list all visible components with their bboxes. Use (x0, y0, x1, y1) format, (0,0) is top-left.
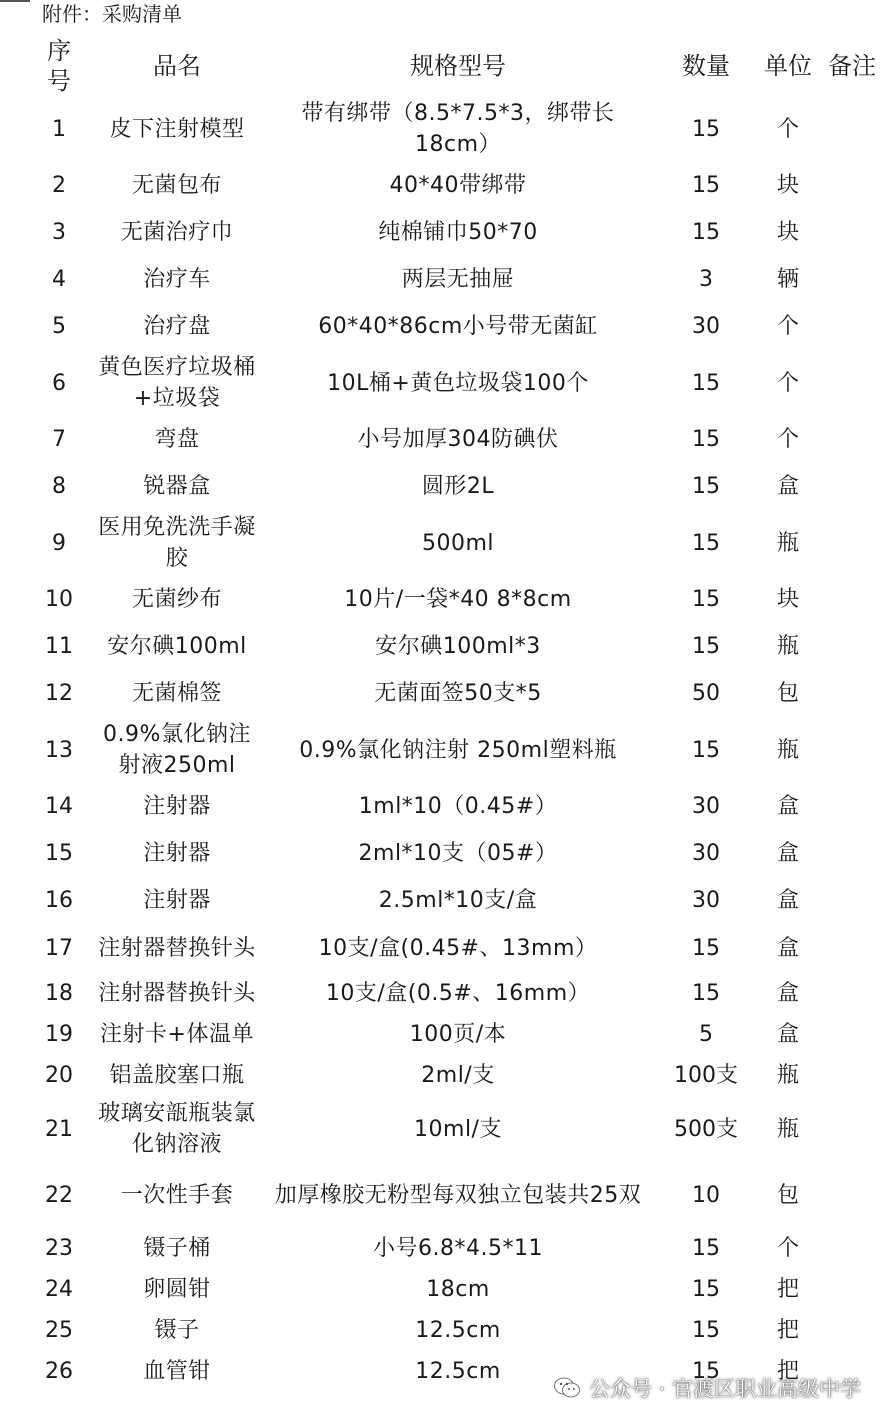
cell-name: 注射器替换针头 (98, 981, 256, 1006)
cell-note (824, 830, 880, 877)
cell-qty: 500支 (674, 1116, 738, 1142)
cell-name: 无菌包布 (131, 173, 222, 198)
cell-unit: 块 (776, 173, 799, 198)
cell-note (824, 783, 880, 830)
cell-no: 10 (45, 587, 73, 612)
cell-no: 2 (52, 173, 66, 198)
cell-qty: 15 (692, 587, 720, 612)
cell-note (824, 1014, 880, 1055)
cell-name: 注射器 (143, 841, 211, 866)
cell-qty: 15 (692, 737, 720, 763)
cell-unit: 瓶 (776, 1116, 799, 1142)
table-row (20, 416, 880, 463)
cell-spec: 60*40*86cm小号带无菌缸 (318, 314, 598, 339)
cell-name: 铝盖胶塞口瓶 (109, 1063, 245, 1088)
cell-note (824, 162, 880, 209)
cell-qty: 15 (692, 530, 720, 556)
cell-unit: 盒 (776, 888, 799, 913)
header-note: 备注 (828, 52, 876, 80)
cell-unit: 瓶 (776, 530, 799, 556)
cell-qty: 15 (692, 173, 720, 198)
cell-no: 22 (45, 1182, 73, 1208)
cell-spec: 圆形2L (421, 474, 495, 499)
cell-note (824, 256, 880, 303)
table-row (20, 1269, 880, 1310)
cell-unit: 盒 (776, 794, 799, 819)
table-row (20, 1228, 880, 1269)
cell-qty: 15 (692, 474, 720, 499)
table-row (20, 256, 880, 303)
cell-note (824, 1055, 880, 1096)
table-row (20, 717, 880, 783)
cell-name: 无菌棉签 (131, 681, 222, 706)
cell-spec: 0.9%氯化钠注射 250ml塑料瓶 (299, 737, 617, 763)
cell-note (824, 973, 880, 1014)
wechat-watermark (553, 1373, 861, 1403)
cell-qty: 15 (692, 634, 720, 659)
table-row (20, 510, 880, 576)
cell-note (824, 1228, 880, 1269)
cell-no: 3 (52, 220, 66, 245)
table-row (20, 1162, 880, 1228)
cell-note (824, 670, 880, 717)
cell-note (824, 924, 880, 973)
cell-spec: 2ml*10支（05#） (358, 841, 558, 866)
cell-spec: 10支/盒(0.45#、13mm） (318, 936, 598, 961)
cell-unit: 包 (776, 681, 799, 706)
cell-qty: 15 (692, 981, 720, 1006)
cell-no: 4 (52, 267, 66, 292)
cell-unit: 盒 (776, 1022, 799, 1047)
table-row (20, 1310, 880, 1351)
cell-note (824, 510, 880, 576)
cell-no: 8 (52, 474, 66, 499)
cell-qty: 15 (692, 1236, 720, 1261)
cell-qty: 30 (692, 794, 720, 819)
header-spec: 规格型号 (410, 52, 506, 80)
cell-qty: 50 (692, 681, 720, 706)
cell-spec: 10片/一袋*40 8*8cm (344, 587, 572, 612)
cell-no: 11 (45, 634, 73, 659)
cell-spec: 12.5cm (415, 1359, 501, 1384)
cell-unit: 瓶 (776, 737, 799, 763)
table-row (20, 1096, 880, 1162)
cell-spec: 1ml*10（0.45#） (358, 794, 558, 819)
cell-unit: 个 (776, 370, 799, 396)
cell-unit: 块 (776, 587, 799, 612)
cell-name: 注射器 (143, 888, 211, 913)
cell-qty: 5 (699, 1022, 713, 1047)
cell-note (824, 350, 880, 416)
cell-name: 安尔碘100ml (107, 634, 247, 659)
wechat-official-account-icon (553, 1376, 581, 1400)
cell-qty: 15 (692, 1359, 720, 1384)
cell-unit: 把 (776, 1318, 799, 1343)
cell-spec: 两层无抽屉 (401, 267, 515, 292)
cell-qty: 15 (692, 116, 720, 142)
cell-spec: 带有绑带（8.5*7.5*3，绑带长18cm） (301, 101, 615, 157)
cell-note (824, 209, 880, 256)
cell-qty: 100支 (674, 1063, 738, 1088)
cell-note (824, 96, 880, 162)
cell-spec: 100页/本 (409, 1022, 507, 1047)
cell-unit: 把 (776, 1277, 799, 1302)
table-row (20, 1014, 880, 1055)
cell-qty: 15 (692, 1318, 720, 1343)
cell-name: 0.9%氯化钠注射液250ml (103, 722, 251, 778)
table-row (20, 670, 880, 717)
cell-spec: 18cm (426, 1277, 490, 1302)
cell-note (824, 303, 880, 350)
cell-name: 血管钳 (143, 1359, 211, 1384)
table-row (20, 303, 880, 350)
cell-note (824, 1162, 880, 1228)
table-row (20, 783, 880, 830)
cell-qty: 3 (699, 267, 713, 292)
cell-spec: 小号6.8*4.5*11 (373, 1236, 543, 1261)
cell-unit: 盒 (776, 936, 799, 961)
cell-no: 12 (45, 681, 73, 706)
cell-name: 治疗车 (143, 267, 211, 292)
cell-note (824, 463, 880, 510)
cell-no: 21 (45, 1116, 73, 1142)
cell-name: 弯盘 (154, 427, 200, 452)
cell-name: 镊子 (154, 1318, 200, 1343)
cell-qty: 15 (692, 1277, 720, 1302)
cell-note (824, 416, 880, 463)
cell-no: 25 (45, 1318, 73, 1343)
cell-name: 镊子桶 (143, 1236, 211, 1261)
cell-spec: 2ml/支 (421, 1063, 495, 1088)
header-no: 序号 (47, 37, 71, 95)
cell-no: 16 (45, 888, 73, 913)
attachment-title: 附件：采购清单 (42, 2, 182, 26)
cell-qty: 15 (692, 370, 720, 396)
cell-unit: 包 (776, 1182, 799, 1208)
cell-no: 18 (45, 981, 73, 1006)
table-row (20, 576, 880, 623)
cell-spec: 10L桶+黄色垃圾袋100个 (327, 370, 589, 396)
cell-spec: 40*40带绑带 (389, 173, 527, 198)
table-row (20, 924, 880, 973)
cell-note (824, 717, 880, 783)
cell-spec: 12.5cm (415, 1318, 501, 1343)
purchase-list-table (20, 36, 880, 1392)
cell-unit: 块 (776, 220, 799, 245)
cell-spec: 加厚橡胶无粉型每双独立包装共25双 (274, 1182, 642, 1208)
cell-no: 19 (45, 1022, 73, 1047)
cell-spec: 无菌面签50支*5 (374, 681, 542, 706)
cell-name: 注射器替换针头 (98, 936, 256, 961)
cell-qty: 10 (692, 1182, 720, 1208)
cell-unit: 瓶 (776, 634, 799, 659)
table-header-row (20, 36, 880, 96)
cell-name: 无菌治疗巾 (120, 220, 234, 245)
cell-qty: 15 (692, 427, 720, 452)
table-row (20, 350, 880, 416)
cell-unit: 个 (776, 427, 799, 452)
cell-unit: 个 (776, 116, 799, 142)
cell-no: 26 (45, 1359, 73, 1384)
table-row (20, 209, 880, 256)
cell-name: 医用免洗洗手凝胶 (98, 515, 256, 571)
header-qty: 数量 (682, 52, 730, 80)
cell-qty: 15 (692, 220, 720, 245)
cell-name: 治疗盘 (143, 314, 211, 339)
table-row (20, 463, 880, 510)
cell-no: 14 (45, 794, 73, 819)
table-row (20, 830, 880, 877)
cell-name: 一次性手套 (120, 1182, 234, 1208)
cell-unit: 盒 (776, 981, 799, 1006)
cell-qty: 15 (692, 936, 720, 961)
cell-qty: 30 (692, 888, 720, 913)
watermark-text: 公众号 · 官渡区职业高级中学 (588, 1377, 861, 1401)
cell-no: 23 (45, 1236, 73, 1261)
cell-name: 黄色医疗垃圾桶+垃圾袋 (98, 355, 256, 411)
cell-spec: 小号加厚304防碘伏 (357, 427, 559, 452)
cell-no: 7 (52, 427, 66, 452)
cell-name: 锐器盒 (143, 474, 211, 499)
cell-no: 1 (52, 116, 66, 142)
cell-note (824, 1096, 880, 1162)
table-row (20, 96, 880, 162)
top-divider-line (0, 0, 30, 2)
cell-unit: 瓶 (776, 1063, 799, 1088)
cell-unit: 盒 (776, 841, 799, 866)
cell-spec: 500ml (421, 530, 495, 556)
cell-note (824, 623, 880, 670)
cell-spec: 2.5ml*10支/盒 (378, 888, 538, 913)
table-row (20, 973, 880, 1014)
cell-spec: 纯棉铺巾50*70 (378, 220, 538, 245)
table-row (20, 623, 880, 670)
cell-name: 注射卡+体温单 (100, 1022, 254, 1047)
cell-unit: 个 (776, 1236, 799, 1261)
cell-no: 17 (45, 936, 73, 961)
cell-note (824, 1310, 880, 1351)
table-row (20, 1055, 880, 1096)
cell-no: 5 (52, 314, 66, 339)
cell-note (824, 576, 880, 623)
cell-name: 玻璃安瓿瓶装氯化钠溶液 (98, 1101, 256, 1157)
cell-note (824, 877, 880, 924)
header-unit: 单位 (764, 52, 812, 80)
cell-unit: 个 (776, 314, 799, 339)
cell-spec: 10支/盒(0.5#、16mm） (325, 981, 591, 1006)
cell-no: 15 (45, 841, 73, 866)
cell-name: 卵圆钳 (143, 1277, 211, 1302)
cell-unit: 把 (776, 1359, 799, 1384)
table-row (20, 877, 880, 924)
cell-spec: 10ml/支 (414, 1116, 502, 1142)
cell-name: 注射器 (143, 794, 211, 819)
cell-no: 6 (52, 370, 66, 396)
table-row (20, 162, 880, 209)
cell-spec: 安尔碘100ml*3 (375, 634, 541, 659)
cell-qty: 30 (692, 841, 720, 866)
header-name: 品名 (153, 52, 201, 80)
cell-name: 皮下注射模型 (109, 116, 245, 142)
cell-qty: 30 (692, 314, 720, 339)
cell-unit: 盒 (776, 474, 799, 499)
cell-note (824, 1269, 880, 1310)
cell-no: 13 (45, 737, 73, 763)
cell-no: 24 (45, 1277, 73, 1302)
cell-unit: 辆 (776, 267, 799, 292)
cell-no: 20 (45, 1063, 73, 1088)
cell-no: 9 (52, 530, 66, 556)
cell-name: 无菌纱布 (131, 587, 222, 612)
